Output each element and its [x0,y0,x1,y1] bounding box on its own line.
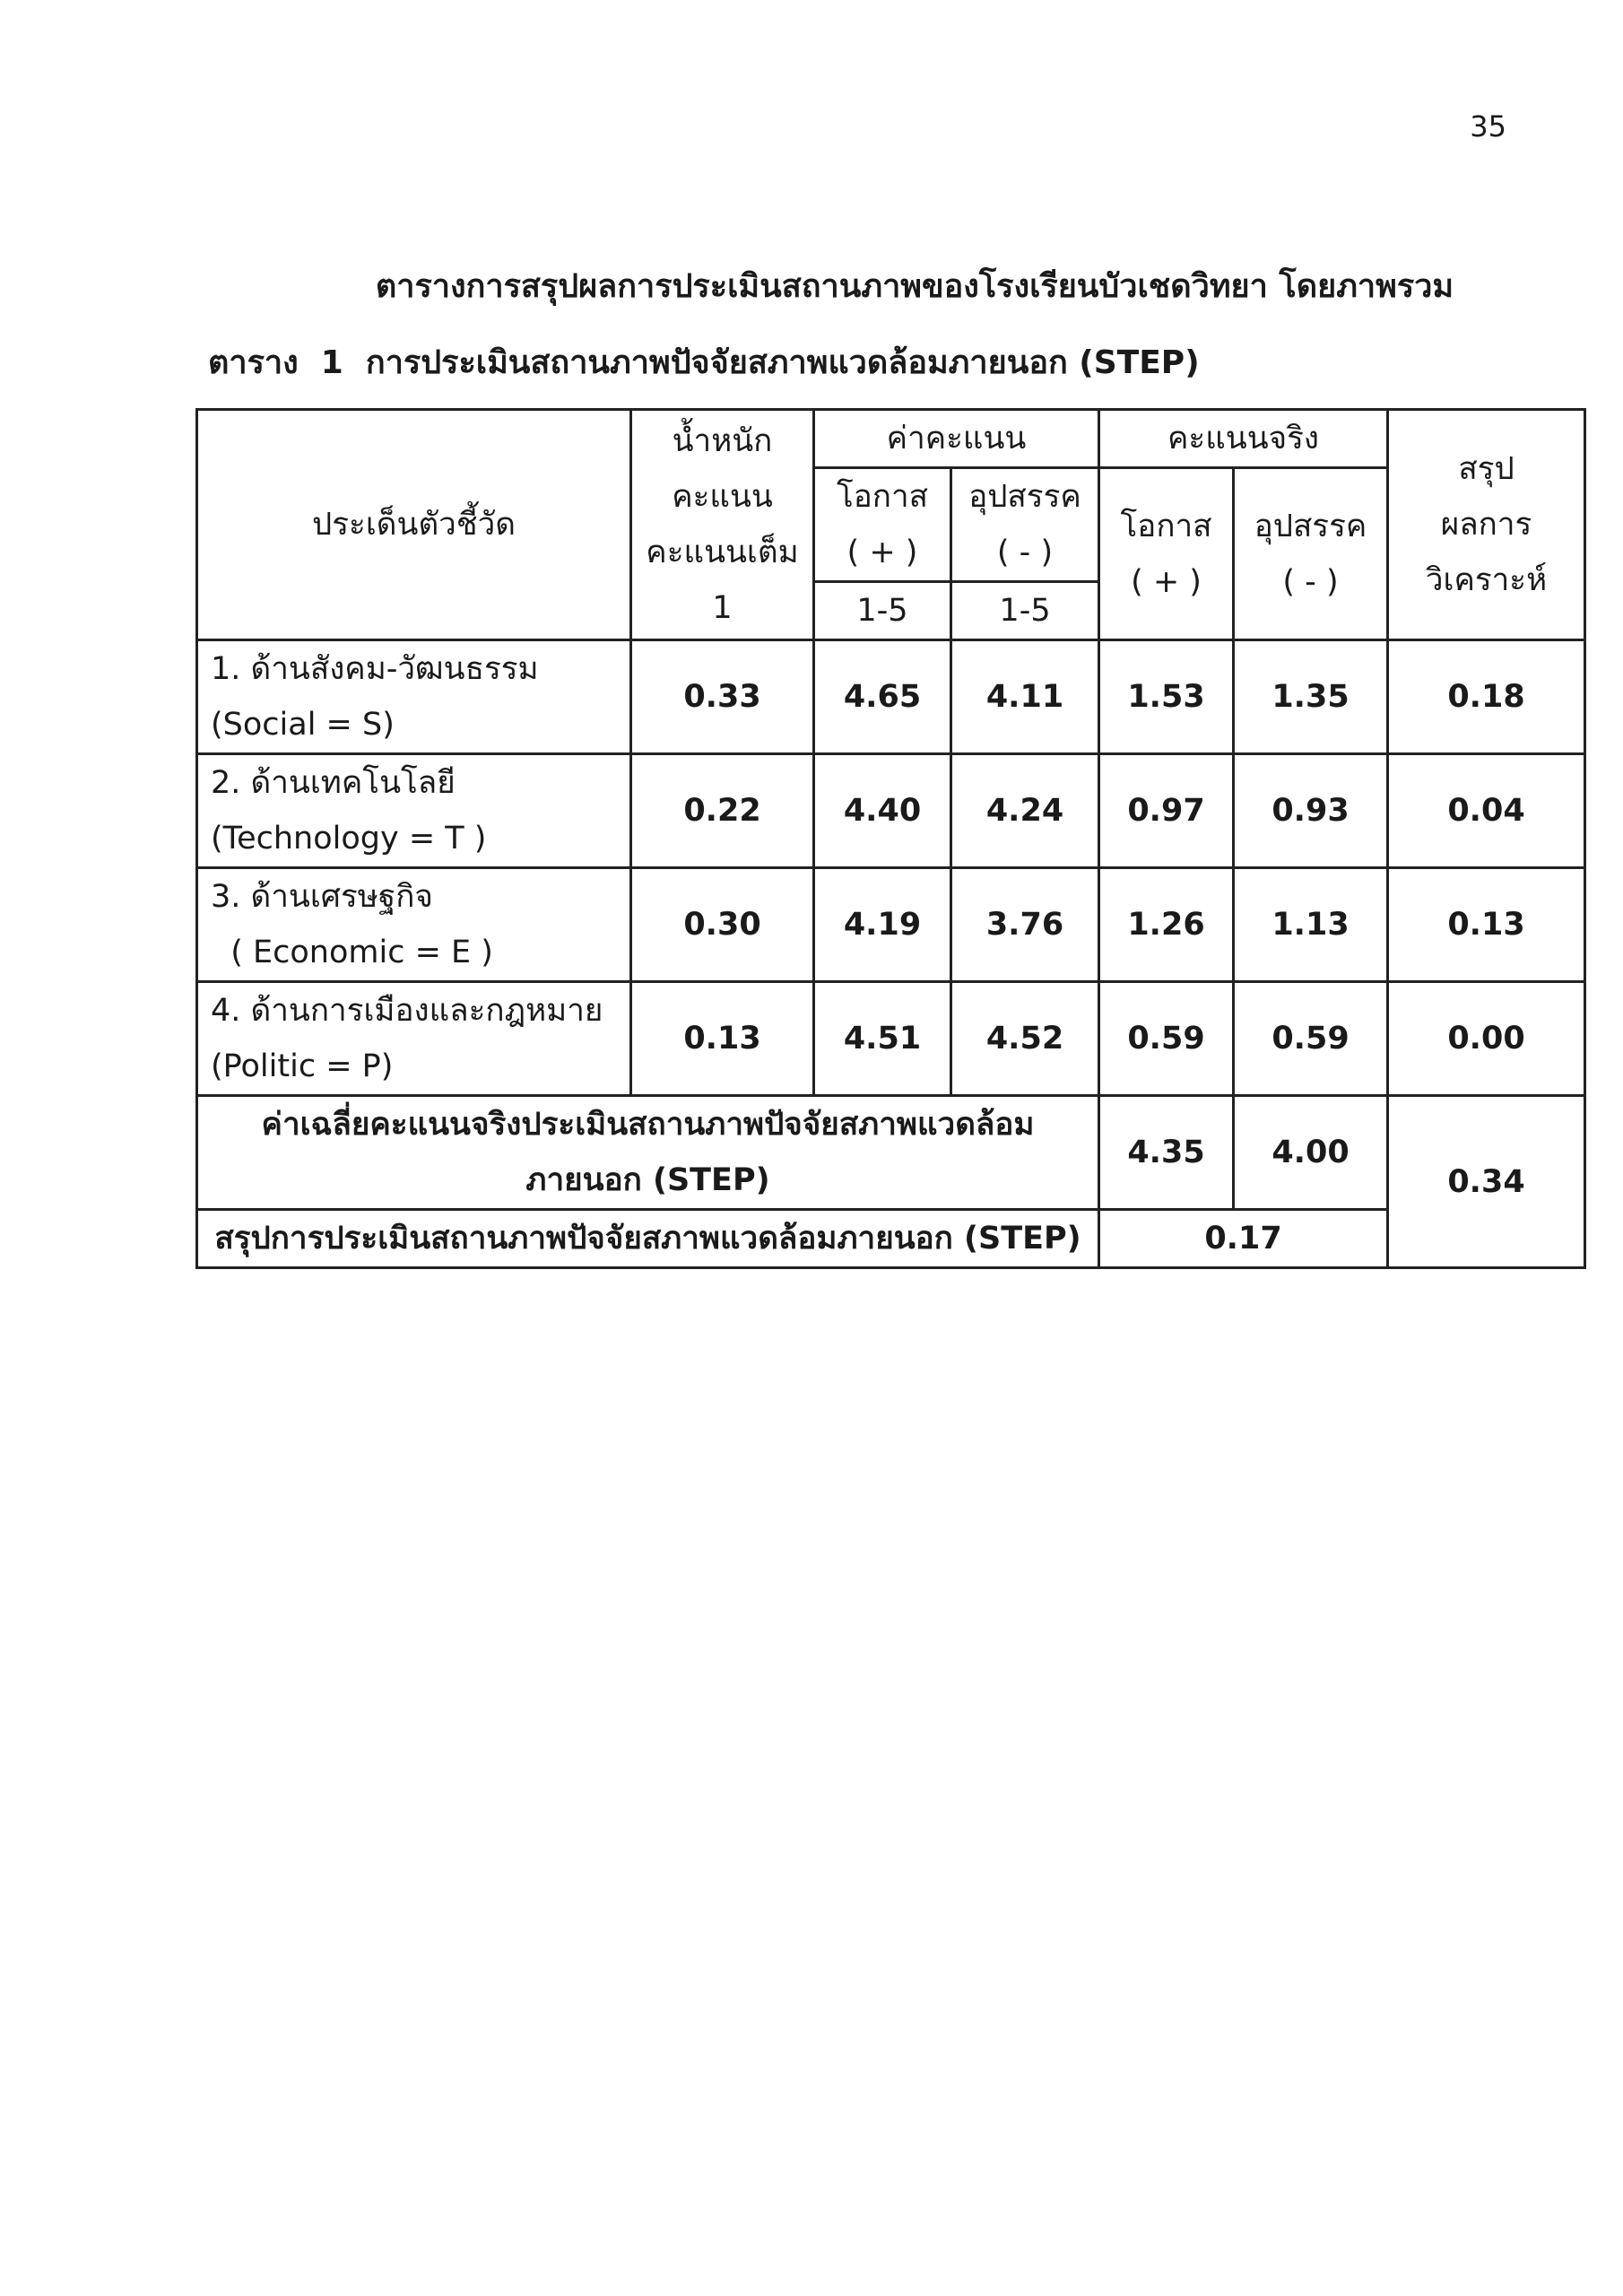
weight-value: 0.22 [631,754,814,868]
summary-value: 0.04 [1388,754,1585,868]
header-score-group: ค่าคะแนน [814,410,1099,468]
threat-sign: ( - ) [1282,563,1339,600]
header-weight-line3: คะแนนเต็ม [646,535,799,570]
score-opportunity-value: 4.19 [814,868,951,982]
header-real-opportunity [1099,468,1234,640]
indicator-name: 3. ด้านเศรษฐกิจ [211,879,433,915]
real-threat-value: 1.13 [1234,868,1388,982]
real-opportunity-value: 1.26 [1099,868,1234,982]
average-real-threat: 4.00 [1234,1096,1388,1210]
real-opportunity-value: 0.97 [1099,754,1234,868]
table-caption: ตาราง 1 การประเมินสถานภาพปัจจัยสภาพแวดล้อมภายนอก (STEP) [208,344,1200,381]
indicator-cell [197,982,631,1096]
page-number: 35 [1470,109,1506,144]
opportunity-label: โอกาส [1120,508,1212,544]
conclusion-row [197,1210,1585,1268]
indicator-code: ( Economic = E ) [211,935,493,970]
score-threat-value: 3.76 [951,868,1099,982]
real-opportunity-value: 1.53 [1099,640,1234,754]
score-opportunity-value: 4.65 [814,640,951,754]
document-title: ตารางการสรุปผลการประเมินสถานภาพของโรงเรียนบัวเชดวิทยา โดยภาพรวม [375,268,1454,305]
header-summary-line2: ผลการ [1440,507,1532,543]
opportunity-sign: ( + ) [846,535,918,570]
header-weight-line1: น้ำหนัก [672,423,773,459]
average-label-line2: ภายนอก (STEP) [525,1162,770,1198]
indicator-code: (Politic = P) [211,1048,394,1084]
summary-value: 0.00 [1388,982,1585,1096]
header-real-threat [1234,468,1388,640]
score-threat-value: 4.24 [951,754,1099,868]
header-score-threat [951,468,1099,582]
weight-value: 0.30 [631,868,814,982]
header-row-1 [197,410,1585,468]
step-assessment-table [195,408,1586,1269]
indicator-code: (Technology = T ) [211,821,487,857]
weight-value: 0.33 [631,640,814,754]
header-weight [631,410,814,640]
indicator-name: 4. ด้านการเมืองและกฎหมาย [211,993,603,1029]
average-row [197,1096,1585,1210]
real-threat-value: 1.35 [1234,640,1388,754]
header-weight-line2: คะแนน [672,479,773,515]
average-label-line1: ค่าเฉลี่ยคะแนนจริงประเมินสถานภาพปัจจัยสภาพแวดล้อม [261,1107,1035,1143]
table-row [197,868,1585,982]
header-range-opportunity: 1-5 [814,582,951,640]
threat-sign: ( - ) [996,535,1054,570]
header-summary-line1: สรุป [1458,451,1515,487]
real-threat-value: 0.59 [1234,982,1388,1096]
weight-value: 0.13 [631,982,814,1096]
header-real-group: คะแนนจริง [1099,410,1388,468]
threat-label: อุปสรรค [968,479,1081,515]
indicator-cell [197,640,631,754]
indicator-cell [197,868,631,982]
indicator-code: (Social = S) [211,707,395,743]
average-real-opportunity: 4.35 [1099,1096,1234,1210]
header-summary [1388,410,1585,640]
score-opportunity-value: 4.40 [814,754,951,868]
header-summary-line3: วิเคราะห์ [1425,562,1548,598]
table-row [197,982,1585,1096]
conclusion-value: 0.17 [1099,1210,1388,1268]
header-indicator: ประเด็นตัวชี้วัด [197,410,631,640]
opportunity-label: โอกาส [836,479,929,515]
indicator-name: 2. ด้านเทคโนโลยี [211,765,456,801]
indicator-cell [197,754,631,868]
score-opportunity-value: 4.51 [814,982,951,1096]
header-weight-line4: 1 [712,590,733,626]
indicator-name: 1. ด้านสังคม-วัฒนธรรม [211,651,539,687]
threat-label: อุปสรรค [1254,508,1367,544]
summary-value: 0.13 [1388,868,1585,982]
table-row [197,640,1585,754]
average-summary: 0.34 [1388,1096,1585,1268]
real-threat-value: 0.93 [1234,754,1388,868]
score-threat-value: 4.11 [951,640,1099,754]
header-range-threat: 1-5 [951,582,1099,640]
average-label [197,1096,1099,1210]
opportunity-sign: ( + ) [1131,563,1202,600]
real-opportunity-value: 0.59 [1099,982,1234,1096]
conclusion-label: สรุปการประเมินสถานภาพปัจจัยสภาพแวดล้อมภายนอก (STEP) [197,1210,1099,1268]
score-threat-value: 4.52 [951,982,1099,1096]
table-row [197,754,1585,868]
summary-value: 0.18 [1388,640,1585,754]
header-score-opportunity [814,468,951,582]
